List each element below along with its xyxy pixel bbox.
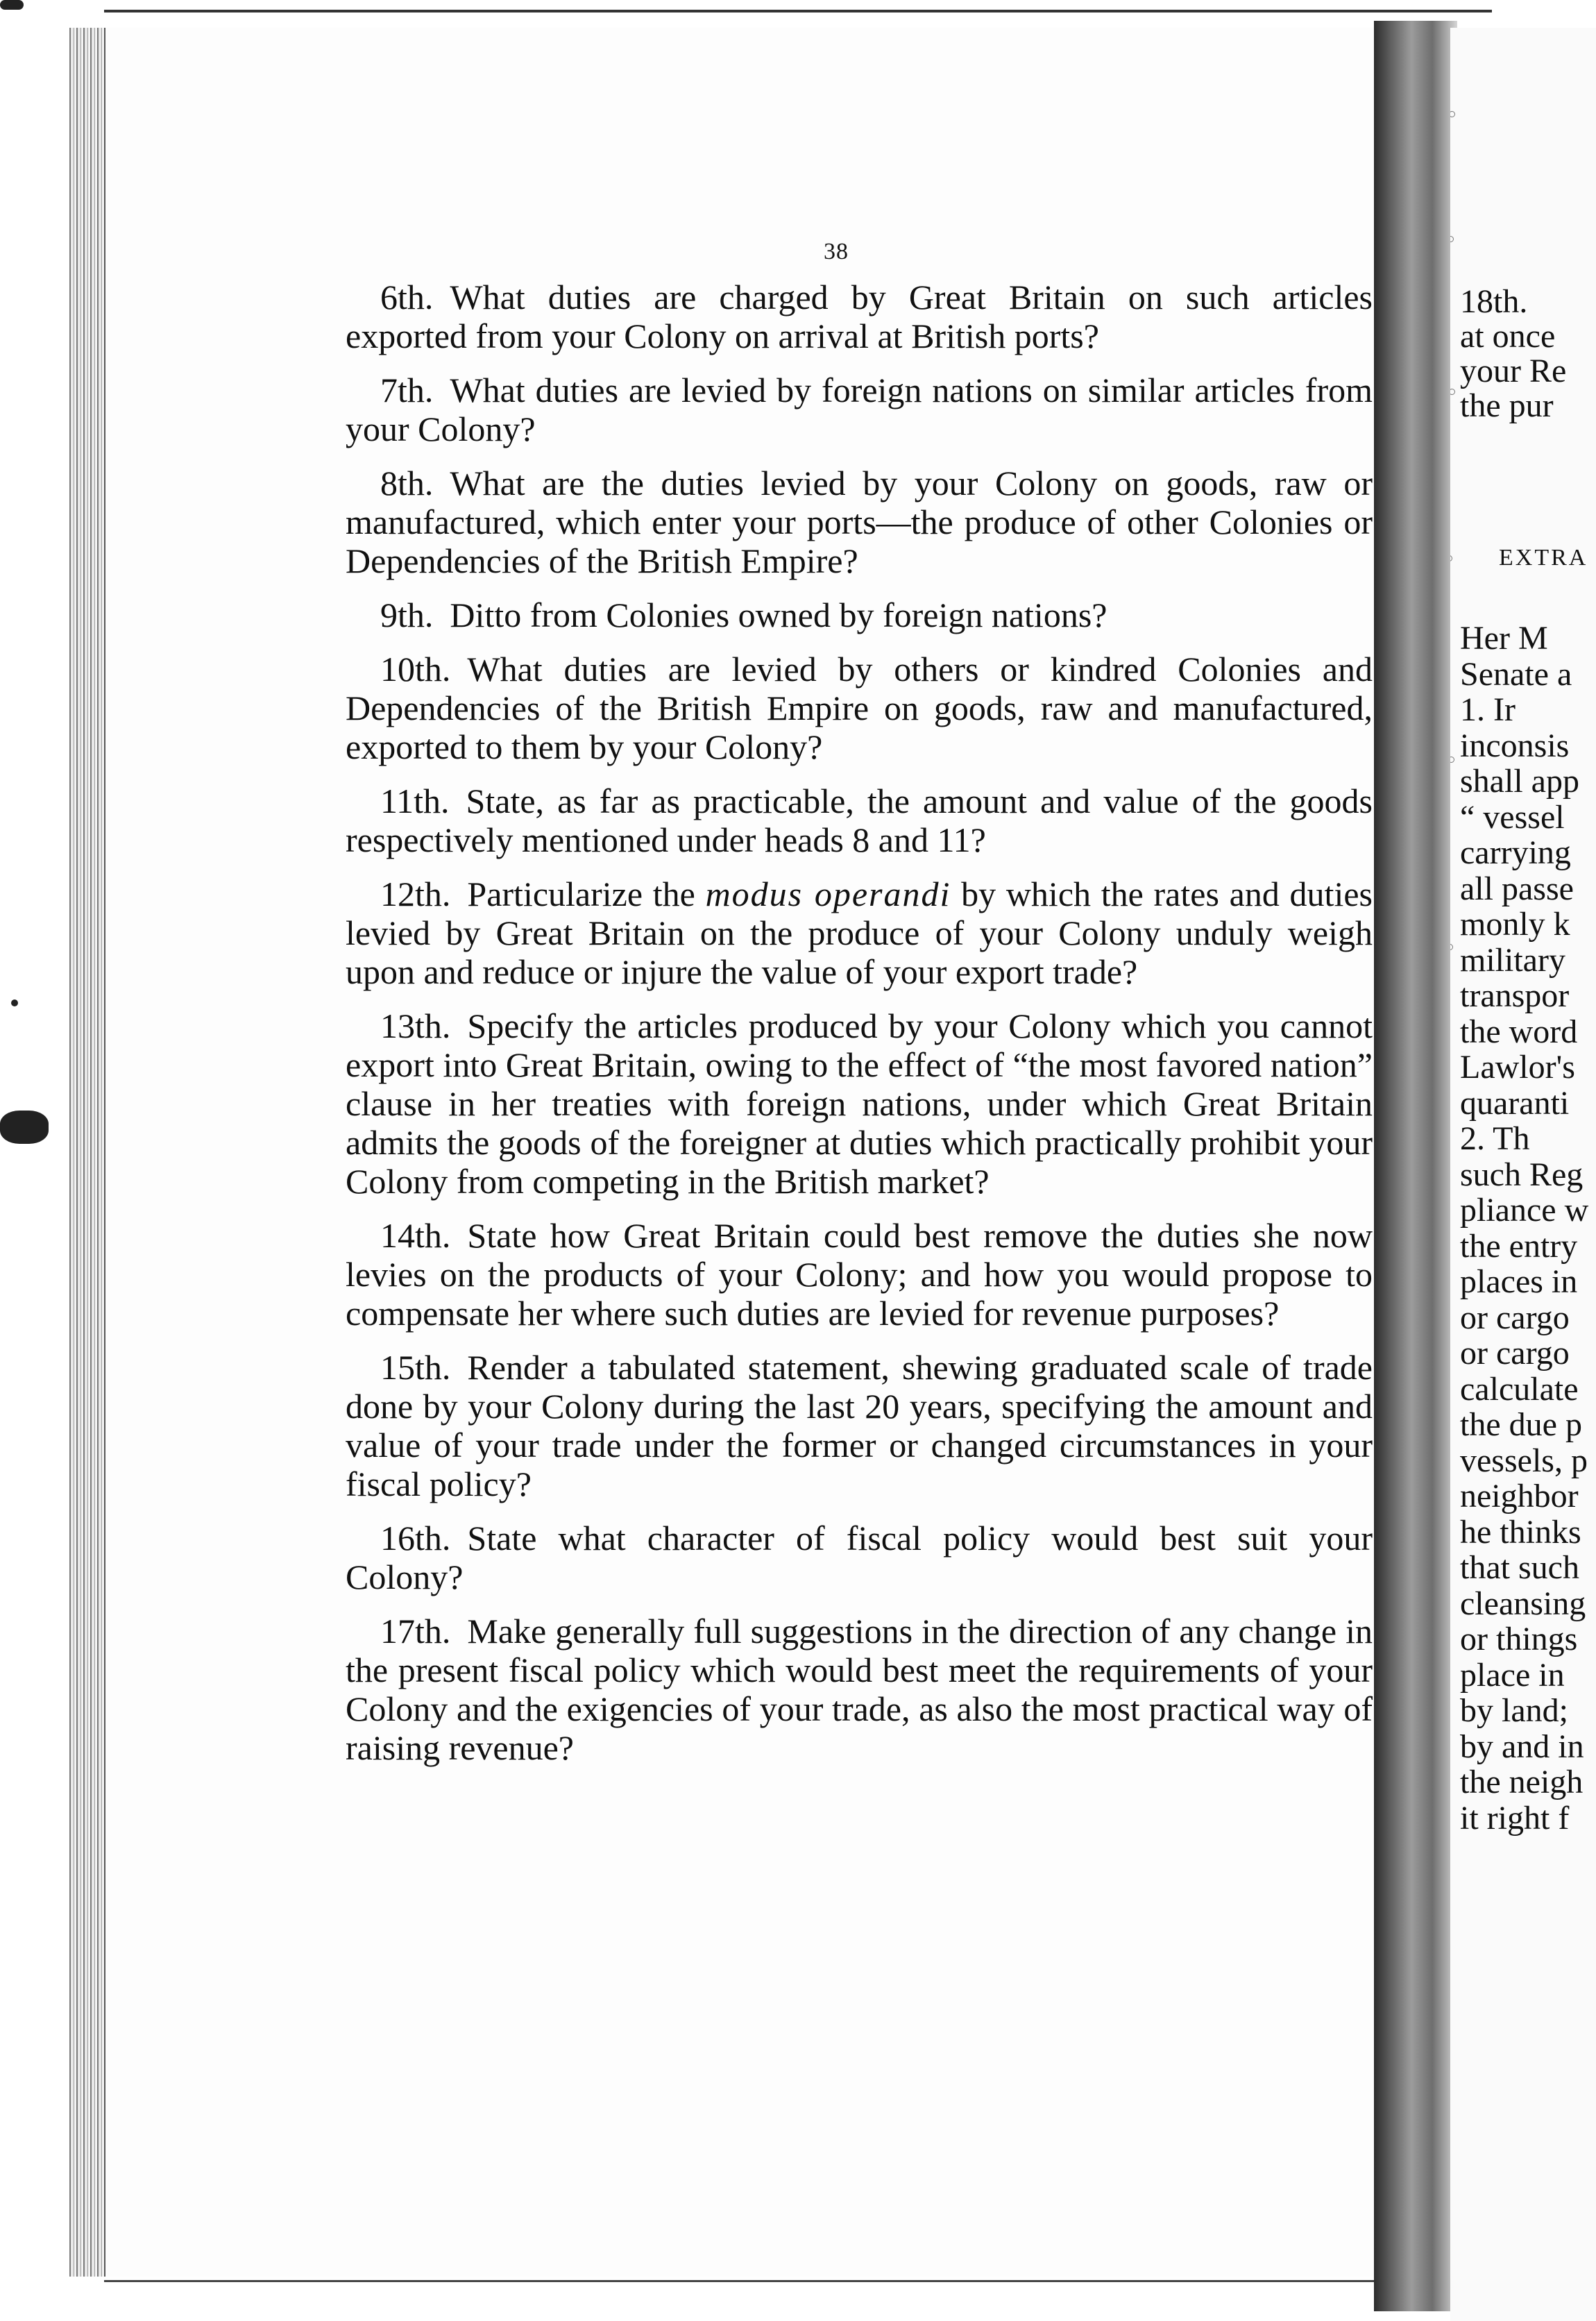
question-paragraph <box>346 875 1373 991</box>
question-text: What duties are levied by others or kindred Colonies and Dependencies of the British Empire on goods, raw and manufactured, exported to them by your Colony? <box>346 650 1373 766</box>
facing-line: pliance w <box>1460 1192 1589 1229</box>
facing-line: neighbor <box>1460 1478 1579 1514</box>
facing-line: carrying <box>1460 834 1571 871</box>
facing-line: such Reg <box>1460 1156 1584 1193</box>
facing-line: the entry <box>1460 1227 1578 1265</box>
facing-line: “ vessel <box>1460 798 1565 836</box>
facing-line: he thinks <box>1460 1513 1581 1551</box>
question-number: 10th. <box>380 650 451 689</box>
scan-smudge <box>0 0 24 10</box>
question-paragraph <box>346 650 1373 766</box>
question-number: 11th. <box>380 782 450 820</box>
question-number: 14th. <box>380 1216 451 1255</box>
question-paragraph <box>346 1519 1373 1596</box>
facing-heading: EXTRA <box>1499 545 1588 571</box>
facing-line: places in <box>1460 1263 1578 1300</box>
top-edge-rule <box>104 10 1492 12</box>
question-paragraph <box>346 782 1373 859</box>
facing-line: cleansing <box>1460 1585 1586 1622</box>
facing-line: place in <box>1460 1656 1565 1694</box>
scan-smudge <box>0 1111 49 1144</box>
facing-line: Her M <box>1460 620 1548 657</box>
question-paragraph <box>346 596 1373 634</box>
bottom-edge-rule <box>104 2280 1374 2282</box>
question-number: 8th. <box>380 464 434 503</box>
facing-line: by and in <box>1460 1728 1584 1765</box>
question-text: What duties are charged by Great Britain on such articles exported from your Colony on arrival at British ports? <box>346 278 1373 355</box>
facing-line: Lawlor's <box>1460 1049 1575 1086</box>
question-text: What duties are levied by foreign nations on similar articles from your Colony? <box>346 371 1373 448</box>
facing-line: military <box>1460 941 1565 979</box>
facing-line: or things <box>1460 1621 1578 1657</box>
scan-smudge <box>11 999 18 1006</box>
book-gutter <box>1374 21 1457 2311</box>
question-text: Specify the articles produced by your Colony which you cannot export into Great Britain, owing to the effect of “the most favored nation” clause in her treaties with foreign nations, under which Great Britain admits the goods of the foreigner at duties which practically prohibit your Colony from competing in the British market? <box>346 1006 1373 1201</box>
facing-line: or cargo <box>1460 1335 1570 1372</box>
question-number: 12th. <box>380 875 451 913</box>
question-text: What are the duties levied by your Colony on goods, raw or manufactured, which enter your ports—the produce of other Colonies or Dependencies of the British Empire? <box>346 464 1373 580</box>
question-number: 6th. <box>380 278 434 316</box>
page-number: 38 <box>824 239 849 264</box>
facing-line: calculate <box>1460 1370 1579 1408</box>
question-number: 7th. <box>380 371 434 410</box>
question-paragraph <box>346 371 1373 448</box>
question-text: Make generally full suggestions in the direction of any change in the present fiscal policy which would best meet the requirements of your Colony and the exigencies of your trade, as also the most practical way of raising revenue? <box>346 1612 1373 1767</box>
facing-line: or cargo <box>1460 1299 1570 1336</box>
question-paragraph <box>346 1216 1373 1333</box>
questionnaire-text <box>346 278 1373 1782</box>
facing-line: it right f <box>1460 1799 1570 1837</box>
facing-line: that such <box>1460 1549 1579 1586</box>
facing-line: vessels, p <box>1460 1442 1588 1479</box>
facing-line: the word <box>1460 1013 1578 1050</box>
facing-line: Senate a <box>1460 655 1572 693</box>
facing-line: all passe <box>1460 870 1574 907</box>
facing-line: quaranti <box>1460 1084 1570 1122</box>
facing-line: 2. Th <box>1460 1120 1530 1157</box>
question-paragraph <box>346 1348 1373 1503</box>
question-number: 15th. <box>380 1348 451 1387</box>
question-paragraph <box>346 1612 1373 1767</box>
question-text: State how Great Britain could best remove the duties she now levies on the products of your Colony; and how you would propose to compensate her where such duties are levied for revenue purposes? <box>346 1216 1373 1333</box>
question-number: 17th. <box>380 1612 451 1651</box>
facing-line: transpor <box>1460 977 1570 1014</box>
question-paragraph <box>346 278 1373 355</box>
question-text: Ditto from Colonies owned by foreign nations? <box>450 596 1107 634</box>
facing-line: 18th. <box>1460 283 1528 320</box>
question-number: 16th. <box>380 1519 451 1558</box>
facing-page <box>1450 28 1596 2321</box>
facing-line: by land; <box>1460 1692 1568 1729</box>
question-number: 9th. <box>380 596 434 634</box>
facing-line: the pur <box>1460 387 1554 424</box>
facing-line: monly k <box>1460 906 1570 943</box>
facing-line: at once <box>1460 318 1556 355</box>
italic-phrase: modus operandi <box>705 875 951 913</box>
facing-line: shall app <box>1460 763 1579 800</box>
facing-line: 1. Ir <box>1460 691 1516 728</box>
question-paragraph <box>346 1006 1373 1201</box>
question-text: Particularize the <box>467 875 706 913</box>
question-text: by which the rates and duties levied by Great Britain on the produce of your Colony unduly weigh upon and reduce or injure the value of your export trade? <box>346 875 1373 991</box>
facing-line: inconsis <box>1460 727 1570 764</box>
question-paragraph <box>346 464 1373 580</box>
question-text: State, as far as practicable, the amount and value of the goods respectively mentioned under heads 8 and 11? <box>346 782 1373 859</box>
question-number: 13th. <box>380 1006 451 1045</box>
question-text: State what character of fiscal policy would best suit your Colony? <box>346 1519 1373 1596</box>
facing-line: the neigh <box>1460 1764 1584 1800</box>
question-text: Render a tabulated statement, shewing graduated scale of trade done by your Colony during the last 20 years, specifying the amount and value of your trade under the former or changed circumstances in your fiscal policy? <box>346 1348 1373 1503</box>
facing-line: your Re <box>1460 353 1567 389</box>
facing-line: the due p <box>1460 1406 1582 1443</box>
